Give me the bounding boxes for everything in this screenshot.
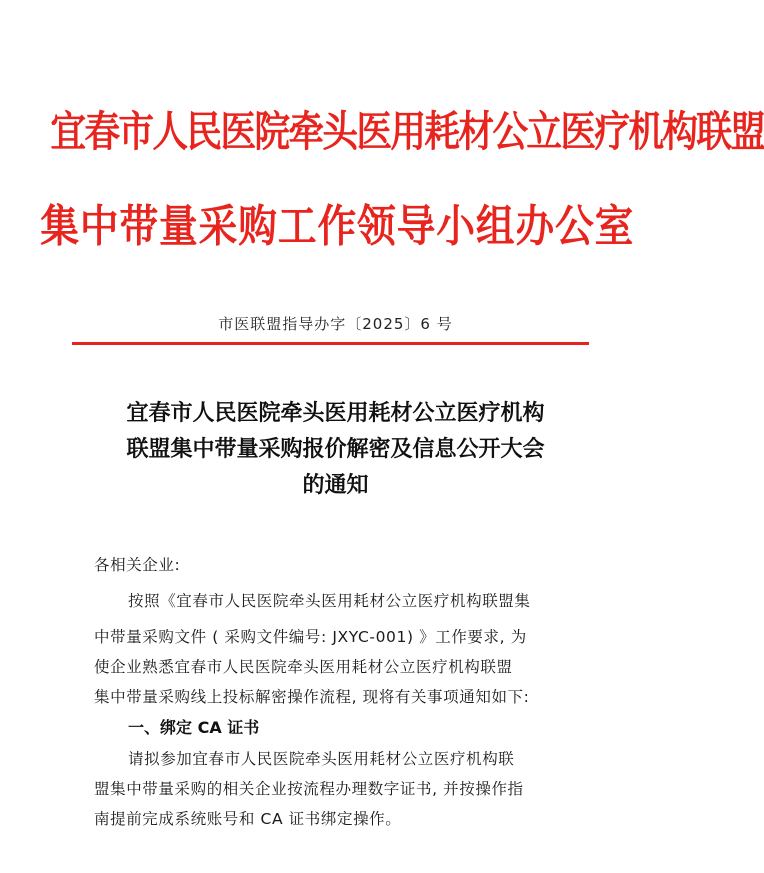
notice-title-line1: 宜春市人民医院牵头医用耗材公立医疗机构 [126,400,545,426]
salutation: 各相关企业: [94,556,181,574]
paragraph-2-line-3: 南提前完成系统账号和 CA 证书绑定操作。 [94,810,402,828]
section-1-heading: 一、绑定 CA 证书 [128,718,260,737]
paragraph-1-line-4: 集中带量采购线上投标解密操作流程, 现将有关事项通知如下: [94,688,530,706]
paragraph-2-line-2: 盟集中带量采购的相关企业按流程办理数字证书, 并按操作指 [94,780,524,798]
header-title-line2: 集中带量采购工作领导小组办公室 [40,201,635,252]
header-title-line1: 宜春市人民医院牵头医用耗材公立医疗机构联盟 [50,107,764,156]
notice-title-line3: 的通知 [302,472,369,498]
paragraph-2-line-1: 请拟参加宜春市人民医院牵头医用耗材公立医疗机构联 [128,750,515,768]
document-number: 市医联盟指导办字〔2025〕6 号 [218,315,453,333]
paragraph-1-line-1: 按照《宜春市人民医院牵头医用耗材公立医疗机构联盟集 [128,592,531,610]
paragraph-1-line-2: 中带量采购文件 ( 采购文件编号: JXYC-001) 》工作要求, 为 [94,628,527,646]
paragraph-1-line-3: 使企业熟悉宜春市人民医院牵头医用耗材公立医疗机构联盟 [94,658,513,676]
red-divider [72,342,589,345]
notice-title-line2: 联盟集中带量采购报价解密及信息公开大会 [126,436,545,462]
